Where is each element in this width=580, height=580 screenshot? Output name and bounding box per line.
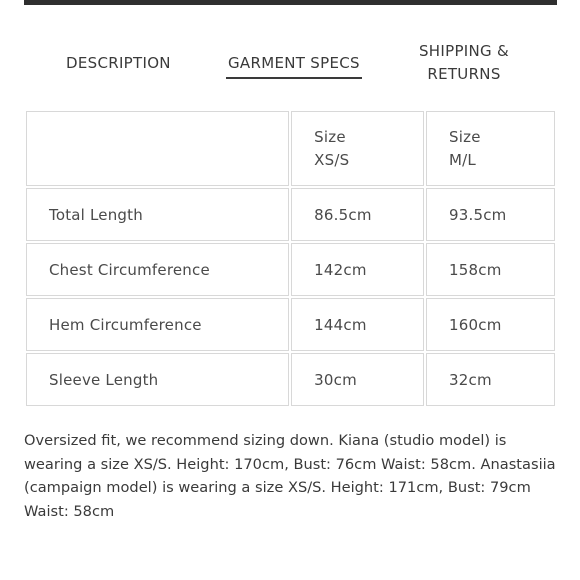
tab-description[interactable]: DESCRIPTION (66, 54, 171, 72)
table-row (26, 243, 555, 296)
tab-shipping-label-line2: RETURNS (427, 65, 501, 83)
measurement-value-m-l: 93.5cm (426, 188, 555, 241)
header-size-label: Size (314, 127, 346, 146)
header-size-value: XS/S (314, 150, 350, 169)
measurement-label: Sleeve Length (26, 353, 289, 406)
measurement-value-xs-s: 144cm (291, 298, 424, 351)
tab-garment-specs[interactable]: GARMENT SPECS (226, 52, 362, 79)
table-row (26, 353, 555, 406)
garment-specs-table (24, 109, 557, 408)
measurement-value-xs-s: 86.5cm (291, 188, 424, 241)
measurement-value-m-l: 158cm (426, 243, 555, 296)
measurement-label: Hem Circumference (26, 298, 289, 351)
table-header-empty-cell (26, 111, 289, 186)
header-size-value: M/L (449, 150, 476, 169)
table-row (26, 298, 555, 351)
measurement-value-m-l: 160cm (426, 298, 555, 351)
measurement-value-m-l: 32cm (426, 353, 555, 406)
measurement-value-xs-s: 142cm (291, 243, 424, 296)
header-size-label: Size (449, 127, 481, 146)
product-info-tabs (24, 40, 557, 90)
table-header-row (26, 111, 555, 186)
tab-shipping-label-line1: SHIPPING & (418, 42, 510, 60)
table-row (26, 188, 555, 241)
measurement-label: Chest Circumference (26, 243, 289, 296)
table-header-size-m-l (426, 111, 555, 186)
table-header-size-xs-s (291, 111, 424, 186)
measurement-value-xs-s: 30cm (291, 353, 424, 406)
fit-note-text: Oversized fit, we recommend sizing down. Kiana (studio model) is wearing a size XS/S. Height: 170cm, Bust: 76cm Waist: 58cm. Anastasiia (campaign model) is wearing a size XS/S. Height: 171cm, Bust: 79cm Waist: 58cm (24, 432, 556, 520)
measurement-label: Total Length (26, 188, 289, 241)
tab-shipping-returns[interactable] (412, 40, 516, 86)
top-divider-bar (24, 0, 557, 5)
